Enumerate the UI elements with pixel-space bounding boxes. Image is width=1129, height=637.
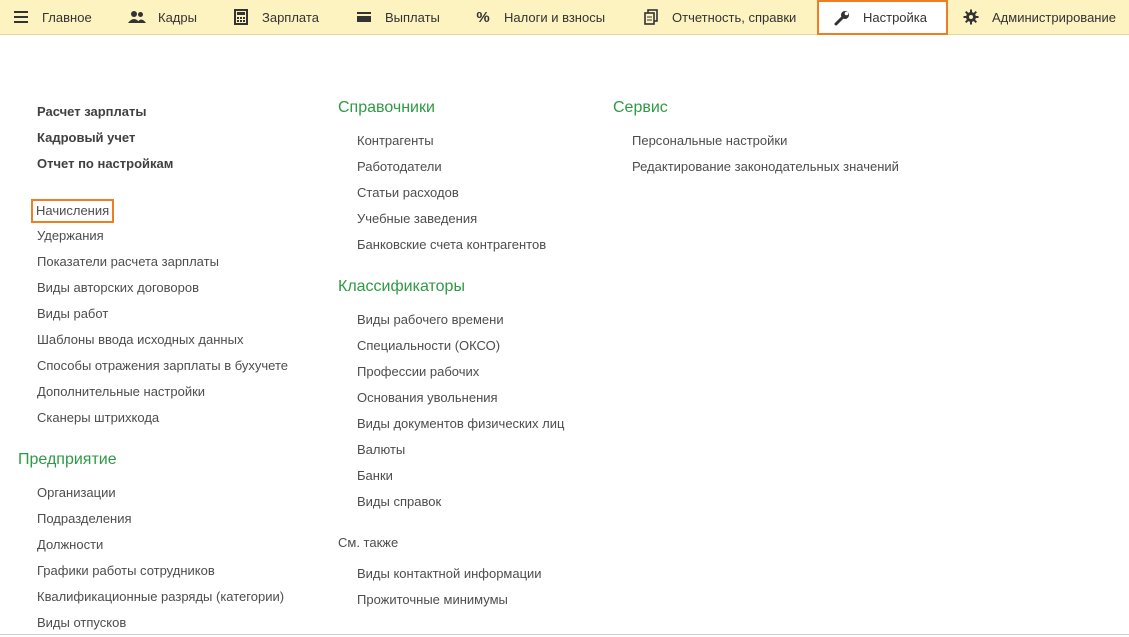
link-worker-professions[interactable]: Профессии рабочих [357, 364, 480, 379]
tab-reports[interactable] [642, 0, 796, 34]
link-additional-settings[interactable]: Дополнительные настройки [37, 384, 206, 399]
link-certificate-types[interactable]: Виды справок [357, 494, 442, 509]
link-payroll-calculation[interactable]: Расчет зарплаты [37, 104, 147, 119]
link-personal-settings[interactable]: Персональные настройки [632, 133, 788, 148]
link-vacation-types[interactable]: Виды отпусков [37, 615, 127, 630]
link-expense-items[interactable]: Статьи расходов [357, 185, 459, 200]
link-payroll-reflection-methods[interactable]: Способы отражения зарплаты в бухучете [37, 358, 288, 373]
link-organizations[interactable]: Организации [37, 485, 116, 500]
link-subsistence-minimums[interactable]: Прожиточные минимумы [357, 592, 508, 607]
link-currencies[interactable]: Валюты [357, 442, 406, 457]
link-hr-accounting[interactable]: Кадровый учет [37, 130, 136, 145]
tab-taxes[interactable] [474, 0, 605, 34]
tab-label: Главное [42, 9, 92, 25]
link-employers[interactable]: Работодатели [357, 159, 442, 174]
section-heading-references: Справочники [338, 99, 435, 116]
link-identity-document-types[interactable]: Виды документов физических лиц [357, 416, 565, 431]
tab-label: Зарплата [262, 9, 319, 25]
top-menu-bar [0, 0, 1129, 35]
link-educational-institutions[interactable]: Учебные заведения [357, 211, 478, 226]
section-heading-service: Сервис [613, 99, 668, 116]
documents-icon [642, 8, 660, 26]
tab-settings[interactable] [817, 0, 948, 35]
link-banks[interactable]: Банки [357, 468, 393, 483]
hamburger-menu-icon [12, 8, 30, 26]
wrench-icon [833, 9, 851, 27]
link-counterparties[interactable]: Контрагенты [357, 133, 434, 148]
link-accruals[interactable]: Начисления [36, 203, 110, 218]
section-heading-classifiers: Классификаторы [338, 278, 465, 295]
link-author-contract-types[interactable]: Виды авторских договоров [37, 280, 200, 295]
tab-label: Кадры [158, 9, 197, 25]
tab-salary[interactable] [232, 0, 319, 34]
section-heading-enterprise: Предприятие [18, 451, 117, 468]
tab-label: Настройка [863, 10, 927, 25]
link-counterparty-bank-accounts[interactable]: Банковские счета контрагентов [357, 237, 547, 252]
tab-payments[interactable] [355, 0, 440, 34]
link-work-types[interactable]: Виды работ [37, 306, 109, 321]
tab-label: Администрирование [992, 9, 1116, 25]
link-settings-report[interactable]: Отчет по настройкам [37, 156, 174, 171]
tab-label: Налоги и взносы [504, 9, 606, 25]
link-deductions[interactable]: Удержания [37, 228, 104, 243]
tab-personnel[interactable] [128, 0, 197, 34]
link-dismissal-grounds[interactable]: Основания увольнения [357, 390, 498, 405]
people-icon [128, 8, 146, 26]
link-work-schedules[interactable]: Графики работы сотрудников [37, 563, 215, 578]
link-specialties-okso[interactable]: Специальности (ОКСО) [357, 338, 501, 353]
tab-label: Выплаты [385, 9, 440, 25]
link-payroll-indicators[interactable]: Показатели расчета зарплаты [37, 254, 219, 269]
tab-label: Отчетность, справки [672, 9, 797, 25]
link-departments[interactable]: Подразделения [37, 511, 132, 526]
section-heading-see-also: См. также [338, 535, 399, 550]
link-edit-legislative-values[interactable]: Редактирование законодательных значений [632, 159, 899, 174]
link-positions[interactable]: Должности [37, 537, 104, 552]
gear-icon [962, 8, 980, 26]
link-input-templates[interactable]: Шаблоны ввода исходных данных [37, 332, 244, 347]
link-qualification-grades[interactable]: Квалификационные разряды (категории) [37, 589, 285, 604]
tab-main[interactable] [12, 0, 92, 34]
calculator-icon [232, 8, 250, 26]
wallet-icon [355, 8, 373, 26]
link-barcode-scanners[interactable]: Сканеры штрихкода [37, 410, 160, 425]
link-contact-info-types[interactable]: Виды контактной информации [357, 566, 542, 581]
link-work-time-types[interactable]: Виды рабочего времени [357, 312, 504, 327]
percent-icon: % [476, 8, 490, 26]
bottom-divider [0, 634, 1129, 635]
tab-administration[interactable] [962, 0, 1116, 34]
